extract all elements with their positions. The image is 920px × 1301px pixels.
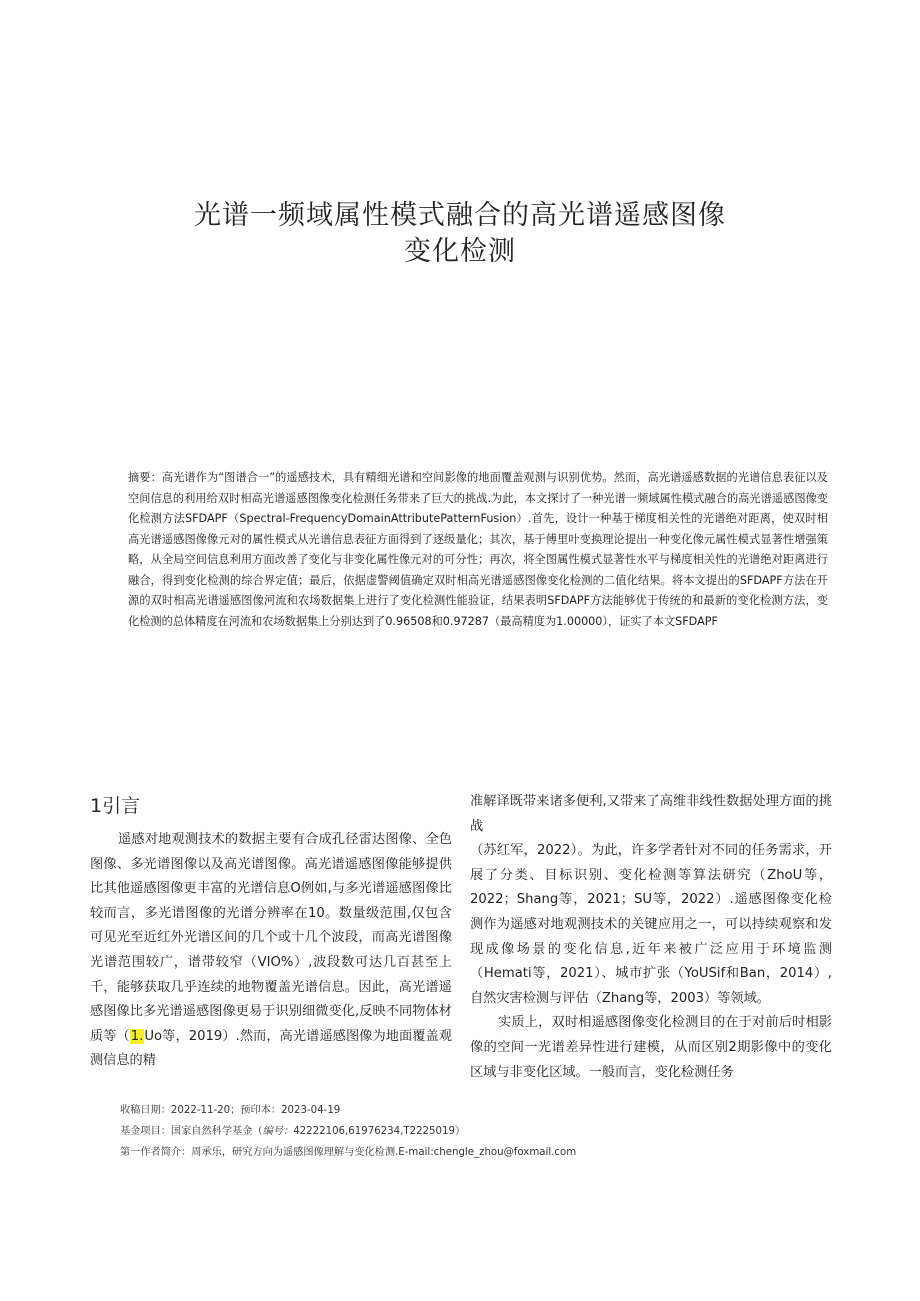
footnote-funding-numbers: 42222106,61976234,T2225019） xyxy=(293,1126,466,1137)
body-column-left xyxy=(90,828,452,1074)
highlighted-citation: 1. xyxy=(130,1028,144,1044)
body-paragraph: （苏红军，2022）。为此，许多学者针对不同的任务需求，开展了分类、目标识别、变化检测等算法研究（ZhoU等，2022；Shang等，2021；SU等，2022）.遥感图像变化检测作为遥感对地观测技术的关键应用之一，可以持续观察和发现成像场景的变化信息,近年来被广泛应用于环境监测（Hemati等，2021）、城市扩张（YoUSif和Ban，2014）,自然灾害检测与评估（Zhang等，2003）等领域。 xyxy=(470,843,832,1006)
body-text: Uo等，2019）.然而，高光谱遥感图像为地面覆盖观测信息的精 xyxy=(90,1028,452,1069)
body-paragraph: 准解译既带来诸多便利,又带来了高维非线性数据处理方面的挑战 xyxy=(470,794,832,834)
paper-title-line-1: 光谱一频域属性模式融合的高光谱遥感图像 xyxy=(194,200,726,231)
footnote-funding-label: 基金项目：国家自然科学基金（ xyxy=(120,1126,263,1137)
footnote-first-author: 第一作者简介：周承乐，研究方向为遥感图像理解与变化检测.E-mail:chengle_zhou@foxmail.com xyxy=(120,1147,577,1158)
body-paragraph xyxy=(90,828,452,1074)
footnote-funding xyxy=(120,1125,840,1139)
section-heading-introduction: 1引言 xyxy=(90,795,141,817)
abstract: 摘要：高光谱作为“图谱合一”的遥感技术，具有精细光谱和空间影像的地面覆盖观测与识别优势。然而，高光谱遥感数据的光谱信息表征以及空间信息的利用给双时相高光谱遥感图像变化检测任务带来了巨大的挑战.为此，本文探讨了一种光谱一频域属性模式融合的高光谱遥感图像变化检测方法SFDAPF（Spectral-FrequencyDomainAttributePatternFusion）.首先，设计一种基于梯度相关性的光谱绝对距离，使双时相高光谱遥感图像像元对的属性模式从光谱信息表征方面得到了逐级量化；其次，基于傅里叶变换理论提出一种变化像元属性模式显著性增强策略，从全局空间信息利用方面改善了变化与非变化属性像元对的可分性；再次，将全图属性模式显著性水平与梯度相关性的光谱绝对距离进行融合，得到变化检测的综合界定值；最后，依据虚警阈值确定双时相高光谱遥感图像变化检测的二值化结果。将本文提出的SFDAPF方法在开源的双时相高光谱遥感图像河流和农场数据集上进行了变化检测性能验证，结果表明SFDAPF方法能够优于传统的和最新的变化检测方法，变化检测的总体精度在河流和农场数据集上分别达到了0.96508和0.97287（最高精度为1.00000），证实了本文SFDAPF xyxy=(128,471,828,628)
paper-title xyxy=(0,198,920,270)
footnote-received-date: 收稿日期：2022-11-20；预印本：2023-04-19 xyxy=(120,1105,341,1116)
body-paragraph: 实质上，双时相遥感图像变化检测目的在于对前后时相影像的空间一光谱差异性进行建模，从而区别2期影像中的变化区域与非变化区域。一般而言，变化检测任务 xyxy=(470,1015,832,1080)
footnote-funding-number-label: 编号： xyxy=(262,1126,294,1137)
body-text: 遥感对地观测技术的数据主要有合成孔径雷达图像、全色图像、多光谱图像以及高光谱图像。高光谱遥感图像能够提供比其他遥感图像更丰富的光谱信息O例如,与多光谱遥感图像比较而言，多光谱图像的光谱分辨率在10。数量级范围,仅包含可见光至近红外光谱区间的几个或十几个波段，而高光谱图像光谱范围较广，谱带较窄（VIO%）,波段数可达几百甚至上千，能够获取几乎连续的地物覆盖光谱信息。因此，高光谱遥感图像比多光谱遥感图像更易于识别细微变化,反映不同物体材质等（ xyxy=(90,832,452,1044)
paper-title-line-2: 变化检测 xyxy=(404,236,516,267)
body-column-right xyxy=(470,790,832,1085)
